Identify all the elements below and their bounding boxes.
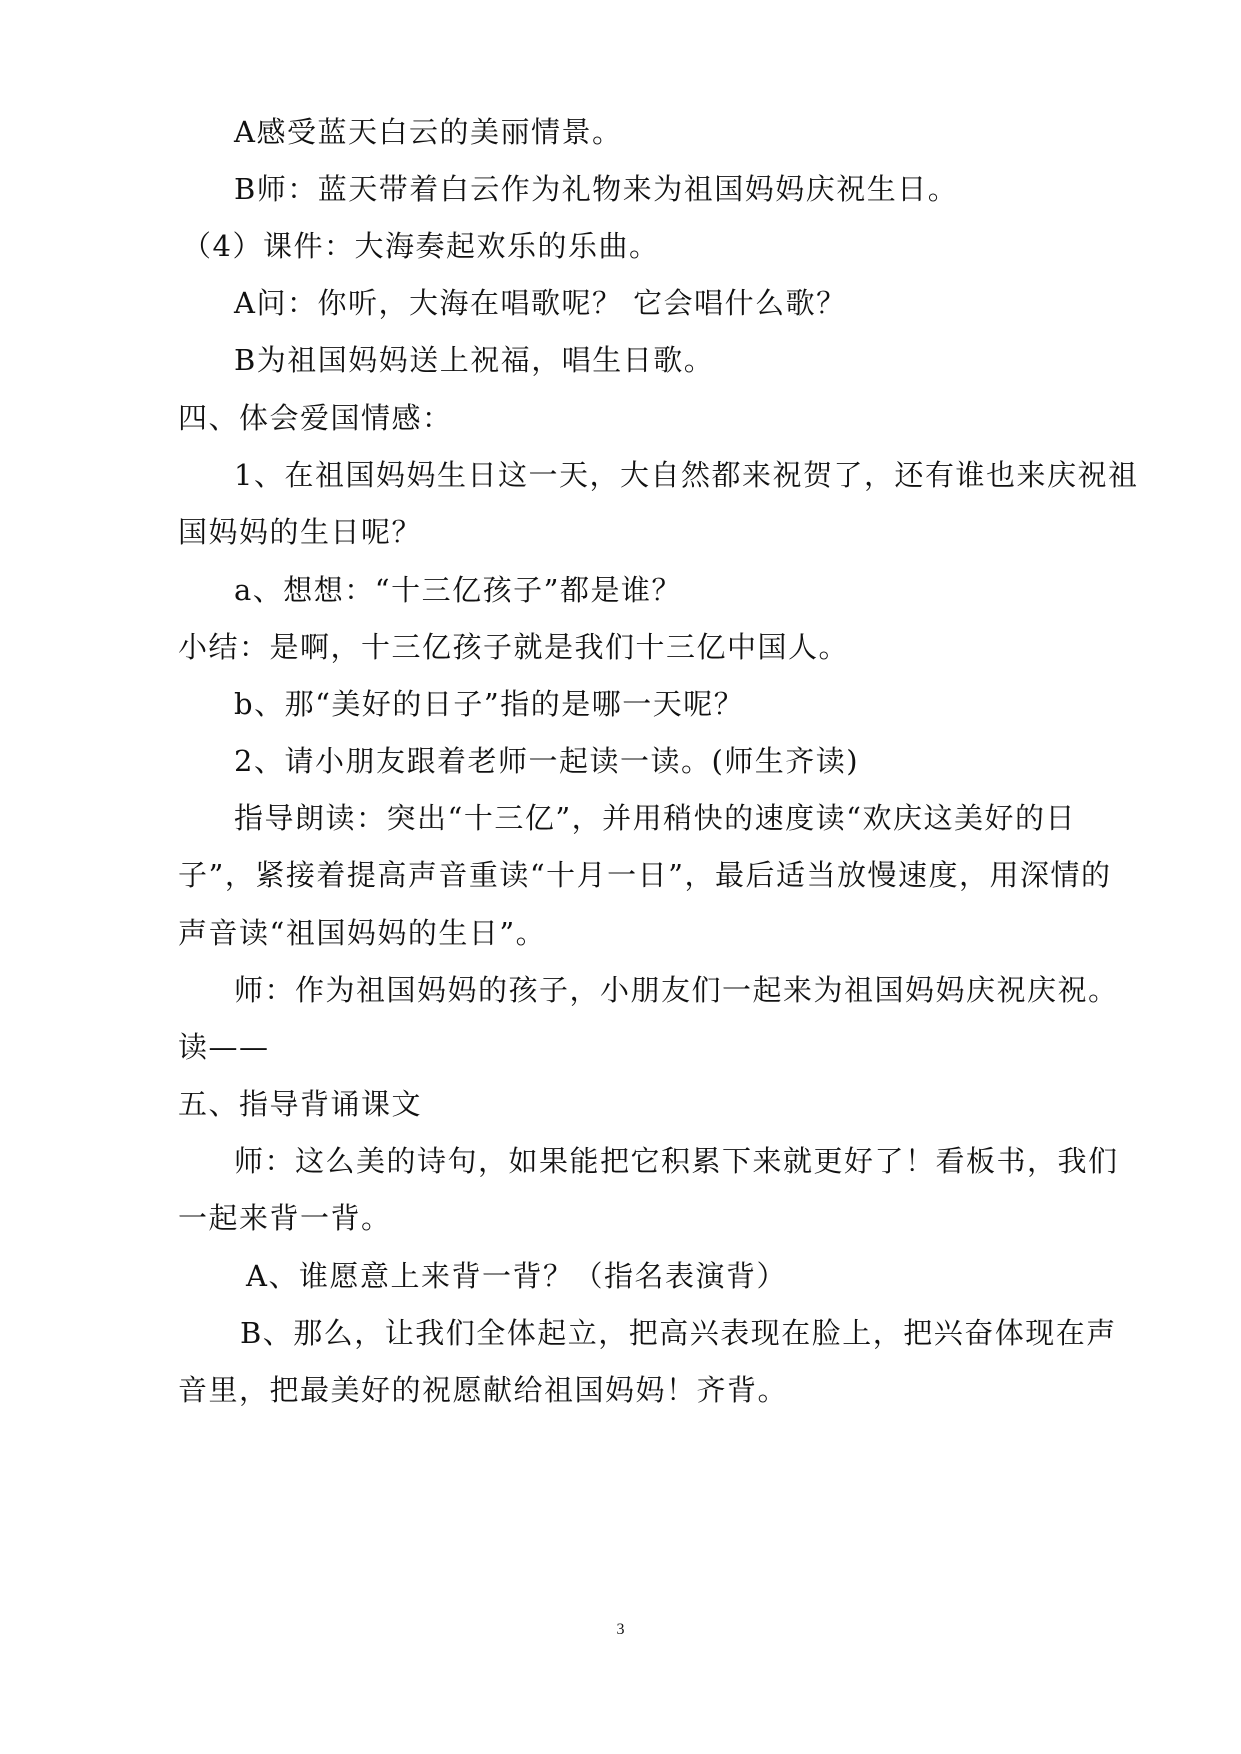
paragraph-line: 声音读“祖国妈妈的生日”。	[178, 916, 547, 950]
paragraph-line: 读——	[178, 1030, 270, 1064]
section-heading: 四、体会爱国情感：	[178, 401, 453, 435]
paragraph-line: 音里，把最美好的祝愿献给祖国妈妈！齐背。	[178, 1373, 789, 1407]
paragraph-line: B、那么，让我们全体起立，把高兴表现在脸上，把兴奋体现在声	[240, 1316, 1117, 1350]
page-number: 3	[616, 1621, 625, 1638]
paragraph-line: b、那“美好的日子”指的是哪一天呢？	[234, 687, 745, 721]
section-heading: 五、指导背诵课文	[178, 1087, 423, 1121]
paragraph-line: a、想想：“十三亿孩子”都是谁？	[234, 573, 682, 607]
section-item: （4）课件：大海奏起欢乐的乐曲。	[182, 229, 660, 263]
paragraph-line: 指导朗读：突出“十三亿”，并用稍快的速度读“欢庆这美好的日	[234, 801, 1076, 835]
paragraph-line: 师：这么美的诗句，如果能把它积累下来就更好了！看板书，我们	[234, 1144, 1119, 1178]
paragraph-line: 一起来背一背。	[178, 1201, 392, 1235]
paragraph-line: 2、请小朋友跟着老师一起读一读。(师生齐读)	[234, 744, 860, 778]
paragraph-line: B师：蓝天带着白云作为礼物来为祖国妈妈庆祝生日。	[234, 172, 959, 206]
paragraph-line: A、谁愿意上来背一背？（指名表演背）	[246, 1259, 787, 1293]
paragraph-line: A感受蓝天白云的美丽情景。	[234, 115, 623, 149]
paragraph-line: 小结：是啊，十三亿孩子就是我们十三亿中国人。	[178, 630, 850, 664]
paragraph-line: A问：你听，大海在唱歌呢？ 它会唱什么歌？	[234, 286, 847, 320]
paragraph-line: 1、在祖国妈妈生日这一天，大自然都来祝贺了，还有谁也来庆祝祖	[234, 458, 1139, 492]
paragraph-line: 子”，紧接着提高声音重读“十月一日”，最后适当放慢速度，用深情的	[178, 858, 1112, 892]
paragraph-line: 国妈妈的生日呢？	[178, 515, 423, 549]
paragraph-line: B为祖国妈妈送上祝福，唱生日歌。	[234, 343, 715, 377]
paragraph-line: 师：作为祖国妈妈的孩子，小朋友们一起来为祖国妈妈庆祝庆祝。	[234, 973, 1119, 1007]
